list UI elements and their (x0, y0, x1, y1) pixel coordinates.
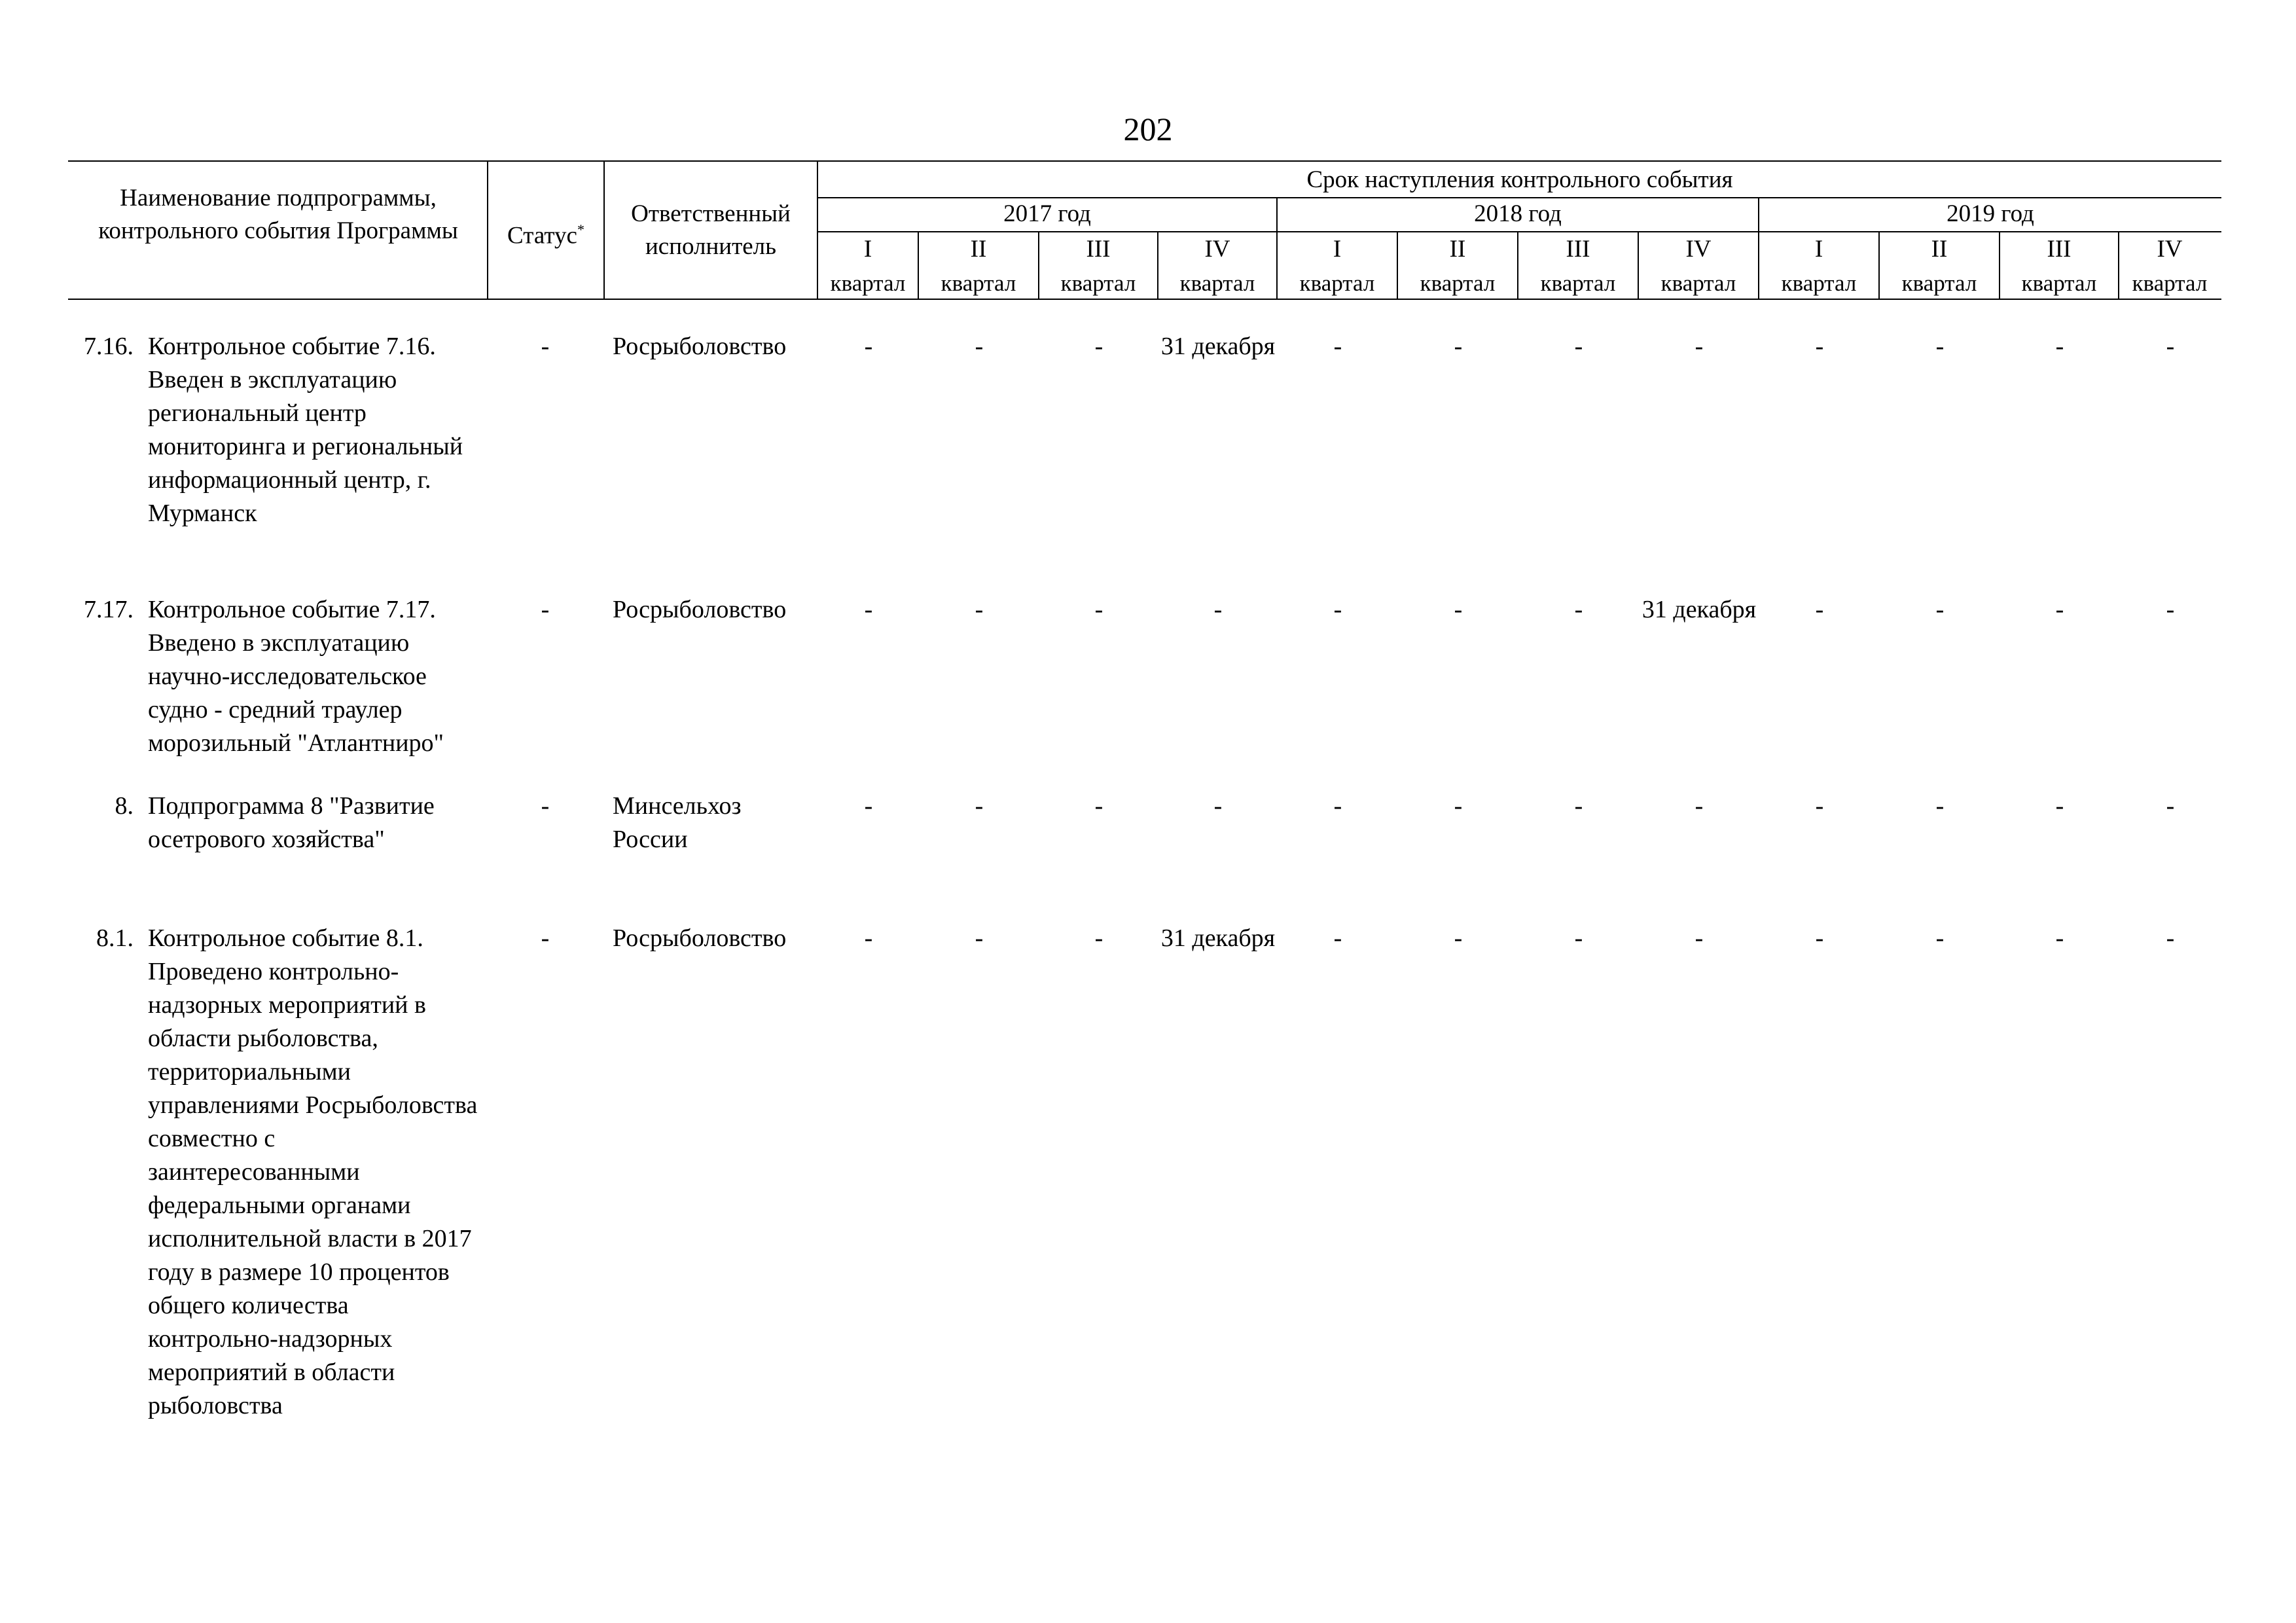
row-quarter-value: - (975, 792, 984, 820)
row-quarter-value: - (1935, 792, 1945, 820)
row-quarter-value: - (1695, 333, 1704, 360)
quarter-numeral: I (1814, 236, 1823, 263)
row-quarter-value: - (2166, 596, 2175, 623)
quarter-numeral: II (1931, 236, 1948, 263)
row-quarter-value: - (1815, 792, 1824, 820)
row-executor: Минсельхоз России (613, 792, 742, 853)
row-quarter-value: - (1333, 596, 1342, 623)
header-status (490, 213, 602, 252)
row-quarter-value: - (1094, 792, 1103, 820)
row-quarter-value: - (1454, 333, 1463, 360)
col-divider-executor (603, 160, 605, 300)
quarter-label: квартал (1660, 270, 1736, 296)
row-quarter-value: - (864, 333, 873, 360)
quarter-label: квартал (2021, 270, 2097, 296)
header-executor: Ответственный исполнитель (631, 200, 791, 260)
quarter-numeral: II (970, 236, 987, 263)
row-quarter-value: - (1695, 924, 1704, 952)
row-quarter-value: - (1094, 333, 1103, 360)
row-quarter-value: - (1454, 596, 1463, 623)
row-quarter-value: - (1815, 333, 1824, 360)
row-number: 7.17. (84, 596, 134, 623)
quarter-label: квартал (1299, 270, 1375, 296)
quarter-label: квартал (830, 270, 906, 296)
row-name: Контрольное событие 8.1. Проведено контрольно-надзорных мероприятий в области рыболовства, территориальными управлениями Росрыболовства совместно с заинтересованными федеральными органами исполнительной власти в 2017 году в размере 10 процентов общего количества контрольно-надзорных мероприятий в области рыболовства (148, 924, 478, 1419)
row-executor: Росрыболовство (613, 333, 787, 360)
row-status: - (541, 333, 550, 360)
quarter-label: квартал (2132, 270, 2208, 296)
years-header-rule (817, 231, 2221, 232)
quarter-numeral: III (2047, 236, 2072, 263)
row-quarter-value: - (1935, 333, 1945, 360)
row-quarter-value: - (975, 924, 984, 952)
quarter-numeral: III (1566, 236, 1590, 263)
quarter-numeral: II (1449, 236, 1466, 263)
row-quarter-value: - (1213, 792, 1223, 820)
row-quarter-value: - (1574, 792, 1583, 820)
row-quarter-value: 31 декабря (1160, 924, 1276, 952)
row-name: Контрольное событие 7.16. Введен в эксплуатацию региональный центр мониторинга и региональный информационный центр, г. Мурманск (148, 333, 463, 527)
quarter-label: квартал (1781, 270, 1857, 296)
col-divider-status (487, 160, 488, 300)
row-executor: Росрыболовство (613, 596, 787, 623)
row-quarter-value: - (1935, 924, 1945, 952)
row-quarter-value: - (1454, 924, 1463, 952)
row-quarter-value: - (1815, 924, 1824, 952)
header-status-label: Статус (507, 222, 577, 249)
quarter-numeral: III (1086, 236, 1111, 263)
quarter-label: квартал (1060, 270, 1136, 296)
row-quarter-value: - (1333, 924, 1342, 952)
row-number: 8.1. (96, 924, 134, 952)
row-quarter-value: - (1094, 924, 1103, 952)
row-quarter-value: - (1333, 333, 1342, 360)
row-quarter-value: - (1094, 596, 1103, 623)
row-quarter-value: - (1574, 924, 1583, 952)
row-status: - (541, 792, 550, 820)
quarter-label: квартал (941, 270, 1016, 296)
quarter-numeral: I (863, 236, 872, 263)
quarter-label: квартал (1901, 270, 1977, 296)
quarter-label: квартал (1420, 270, 1496, 296)
row-quarter-value: - (975, 596, 984, 623)
row-executor: Росрыболовство (613, 924, 787, 952)
row-quarter-value: - (864, 924, 873, 952)
row-quarter-value: 31 декабря (1641, 596, 1757, 623)
year-header: 2018 год (1474, 200, 1562, 227)
header-name: Наименование подпрограммы, контрольного события Программы (98, 185, 458, 244)
table-top-rule (68, 160, 2221, 162)
row-quarter-value: - (975, 333, 984, 360)
row-quarter-value: - (2166, 924, 2175, 952)
row-quarter-value: - (1695, 792, 1704, 820)
quarter-numeral: IV (2157, 236, 2183, 263)
row-status: - (541, 924, 550, 952)
page-number: 202 (1123, 111, 1173, 147)
status-footnote-mark: * (577, 221, 584, 238)
year-header: 2019 год (1946, 200, 2034, 227)
quarter-label: квартал (1179, 270, 1255, 296)
row-quarter-value: - (1574, 333, 1583, 360)
quarter-numeral: I (1333, 236, 1342, 263)
row-quarter-value: - (1815, 596, 1824, 623)
row-quarter-value: - (2055, 596, 2064, 623)
row-status: - (541, 596, 550, 623)
row-quarter-value: - (864, 596, 873, 623)
row-quarter-value: - (1574, 596, 1583, 623)
quarter-numeral: IV (1204, 236, 1230, 263)
row-quarter-value: - (1333, 792, 1342, 820)
row-quarter-value: - (2166, 333, 2175, 360)
row-quarter-value: - (2055, 792, 2064, 820)
row-name: Подпрограмма 8 "Развитие осетрового хозяйства" (148, 792, 435, 853)
row-quarter-value: - (864, 792, 873, 820)
row-quarter-value: - (2166, 792, 2175, 820)
header-deadline: Срок наступления контрольного события (1306, 166, 1733, 193)
row-quarter-value: - (1454, 792, 1463, 820)
row-number: 7.16. (84, 333, 134, 360)
row-quarter-value: 31 декабря (1160, 333, 1276, 360)
quarter-numeral: IV (1685, 236, 1712, 263)
row-quarter-value: - (1213, 596, 1223, 623)
row-number: 8. (115, 792, 134, 820)
row-quarter-value: - (2055, 333, 2064, 360)
row-quarter-value: - (1935, 596, 1945, 623)
row-name: Контрольное событие 7.17. Введено в эксплуатацию научно-исследовательское судно - средний траулер морозильный "Атлантниро" (148, 596, 444, 757)
year-header: 2017 год (1003, 200, 1091, 227)
row-quarter-value: - (2055, 924, 2064, 952)
quarter-label: квартал (1540, 270, 1616, 296)
